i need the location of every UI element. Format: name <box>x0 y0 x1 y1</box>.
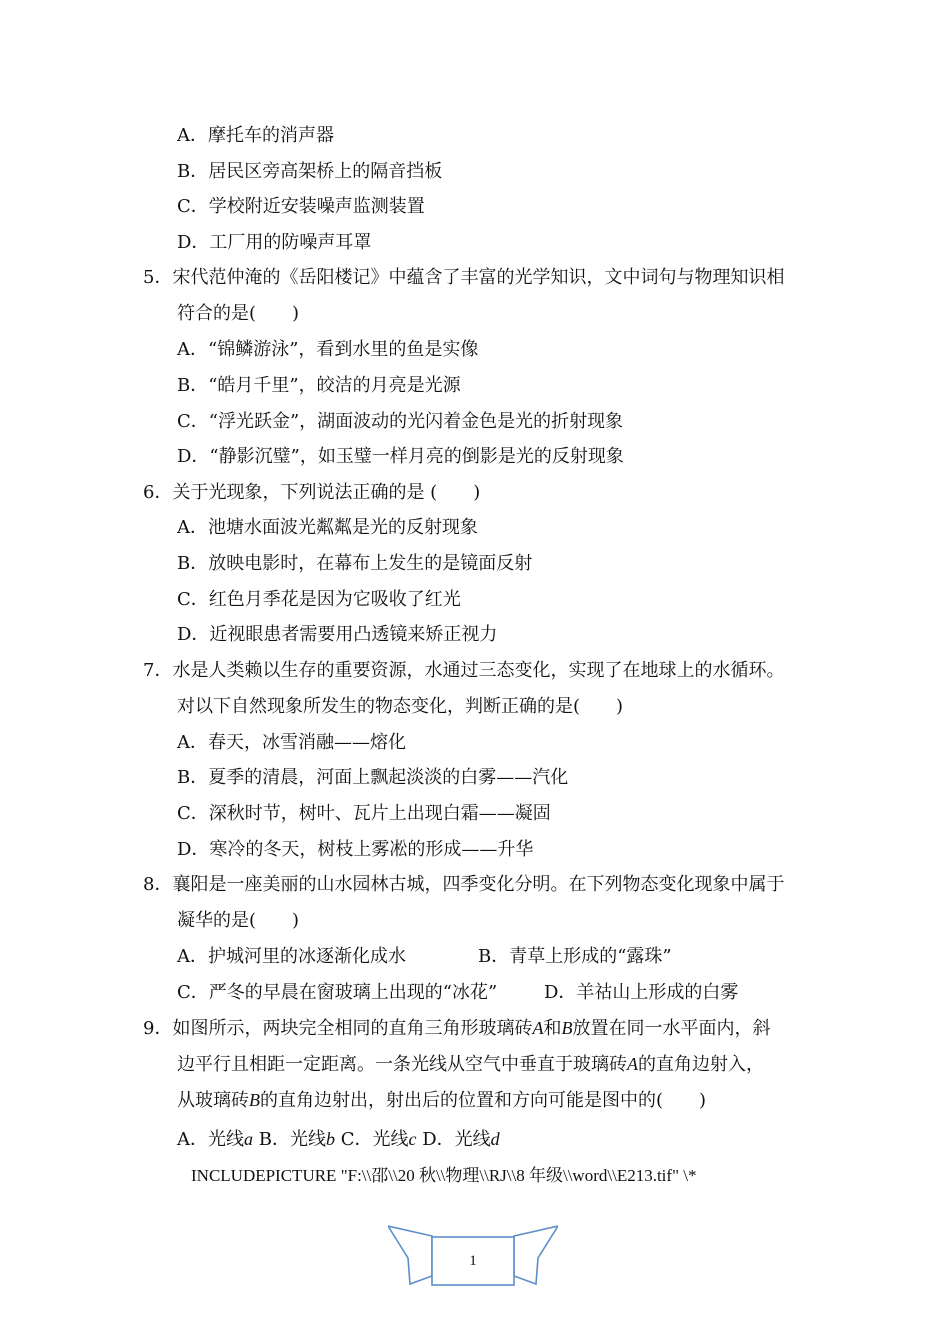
q8-option-a: A．护城河里的冰逐渐化成水 <box>177 946 406 967</box>
var-a: A <box>627 1054 638 1074</box>
q4-option-d: D．工厂用的防噪声耳罩 <box>177 232 372 253</box>
q8-stem-line1: 8．襄阳是一座美丽的山水园林古城，四季变化分明。在下列物态变化现象中属于 <box>143 874 785 895</box>
q9-text: 的直角边射入， <box>638 1054 764 1075</box>
q4-option-c: C．学校附近安装噪声监测装置 <box>177 196 425 217</box>
var-a: A <box>532 1018 544 1038</box>
q9-text: 边平行且相距一定距离。一条光线从空气中垂直于玻璃砖 <box>177 1054 627 1075</box>
q9-stem-line3 <box>177 1088 706 1113</box>
q9-text: 的直角边射出，射出后的位置和方向可能是图中的( ) <box>260 1090 707 1111</box>
var-ray-d: d <box>490 1129 500 1149</box>
q9-text: 放置在同一水平面内，斜 <box>572 1018 771 1039</box>
q9-text: 和 <box>543 1018 562 1039</box>
var-ray-b: b <box>325 1129 335 1149</box>
q6-stem: 6．关于光现象，下列说法正确的是 ( ) <box>143 482 481 503</box>
var-ray-c: c <box>408 1129 417 1149</box>
q9-options <box>177 1127 500 1152</box>
ribbon-right-tail <box>514 1226 558 1284</box>
ribbon-left-tail <box>388 1226 432 1284</box>
q9-option-b: B．光线 <box>258 1129 326 1150</box>
q5-stem-line1: 5．宋代范仲淹的《岳阳楼记》中蕴含了丰富的光学知识，文中词句与物理知识相 <box>143 267 785 288</box>
q9-text: 9．如图所示，两块完全相同的直角三角形玻璃砖 <box>143 1018 533 1039</box>
page-number: 1 <box>469 1252 477 1269</box>
q6-option-c: C．红色月季花是因为它吸收了红光 <box>177 589 461 610</box>
q8-option-b: B．青草上形成的“露珠” <box>478 946 672 967</box>
q6-option-a: A．池塘水面波光粼粼是光的反射现象 <box>177 517 478 538</box>
q9-stem-line2 <box>177 1052 764 1077</box>
q8-option-d: D．羊祜山上形成的白雾 <box>544 982 739 1003</box>
q7-stem-line1: 7．水是人类赖以生存的重要资源，水通过三态变化，实现了在地球上的水循环。 <box>143 660 785 681</box>
q9-option-c: C．光线 <box>340 1129 409 1150</box>
q5-option-d: D．“静影沉璧”，如玉璧一样月亮的倒影是光的反射现象 <box>177 446 624 467</box>
q8-stem-line2: 凝华的是( ) <box>177 910 300 931</box>
q9-stem-line1 <box>143 1016 770 1041</box>
q9-option-a: A．光线 <box>177 1129 244 1150</box>
q5-option-b: B．“皓月千里”，皎洁的月亮是光源 <box>177 375 461 396</box>
q5-option-c: C．“浮光跃金”，湖面波动的光闪着金色是光的折射现象 <box>177 411 624 432</box>
includepicture-field: INCLUDEPICTURE "F:\\邵\\20 秋\\物理\\RJ\\8 年级\\word\\E213.tif" \* <box>191 1166 697 1185</box>
var-ray-a: a <box>244 1129 253 1149</box>
q7-stem-line2: 对以下自然现象所发生的物态变化，判断正确的是( ) <box>177 696 624 717</box>
q5-stem-line2: 符合的是( ) <box>177 303 300 324</box>
q9-text: 从玻璃砖 <box>177 1090 249 1111</box>
var-b: B <box>561 1018 573 1038</box>
q8-option-c: C．严冬的早晨在窗玻璃上出现的“冰花” <box>177 982 498 1003</box>
q5-option-a: A．“锦鳞游泳”，看到水里的鱼是实像 <box>177 339 479 360</box>
q6-option-b: B．放映电影时，在幕布上发生的是镜面反射 <box>177 553 533 574</box>
q7-option-d: D．寒冷的冬天，树枝上雾凇的形成——升华 <box>177 839 534 860</box>
q7-option-b: B．夏季的清晨，河面上飘起淡淡的白雾——汽化 <box>177 767 569 788</box>
q9-option-d: D．光线 <box>422 1129 491 1150</box>
q4-option-a: A．摩托车的消声器 <box>177 125 334 146</box>
q7-option-a: A．春天，冰雪消融——熔化 <box>177 732 406 753</box>
q7-option-c: C．深秋时节，树叶、瓦片上出现白霜——凝固 <box>177 803 551 824</box>
q4-option-b: B．居民区旁高架桥上的隔音挡板 <box>177 161 443 182</box>
q6-option-d: D．近视眼患者需要用凸透镜来矫正视力 <box>177 624 498 645</box>
var-b: B <box>249 1090 260 1110</box>
